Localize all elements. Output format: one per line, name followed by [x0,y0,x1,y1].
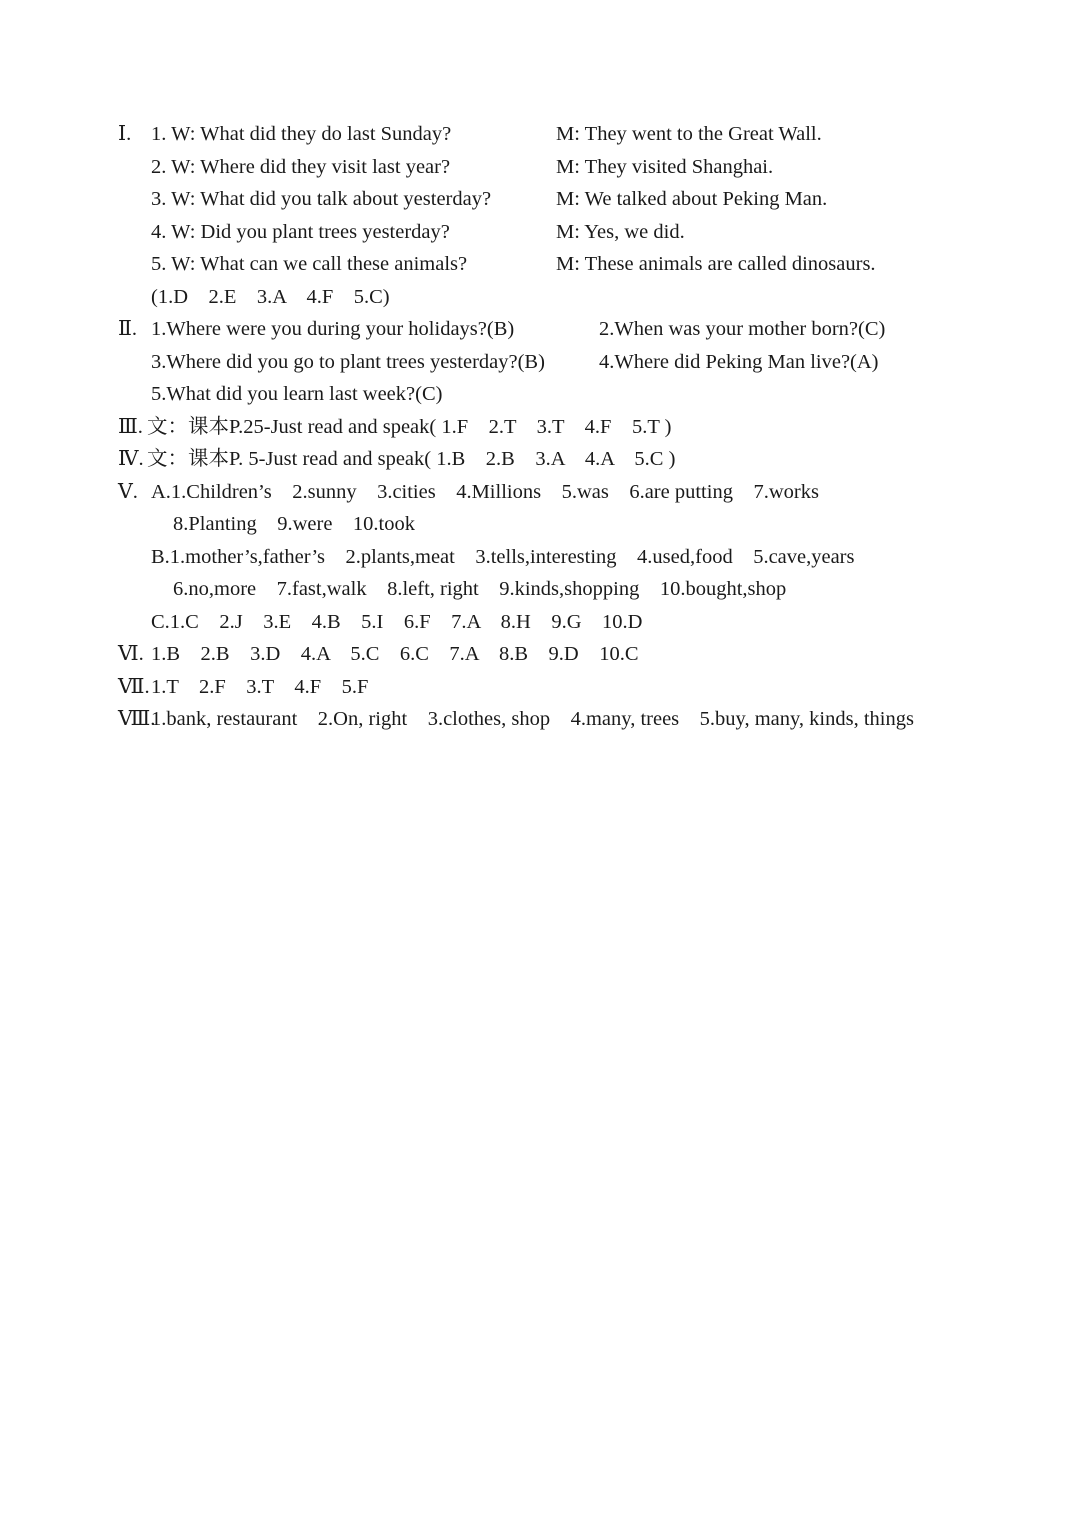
section-1-answer-3: M: We talked about Peking Man. [556,188,828,210]
section-4-label: Ⅳ. [118,448,144,470]
section-6-label: Ⅵ. [118,643,144,665]
section-1-answers: (1.D 2.E 3.A 4.F 5.C) [151,286,390,308]
section-1-question-1: 1. W: What did they do last Sunday? [151,123,452,145]
section-2-label: Ⅱ. [118,318,138,340]
section-3-text: 文：课本P.25-Just read and speak( 1.F 2.T 3.T 4.F 5.T ) [147,416,672,438]
section-5-a-line-1: A.1.Children’s 2.sunny 3.cities 4.Millions 5.was 6.are putting 7.works [151,481,819,503]
section-7-label: Ⅶ. [118,676,150,698]
section-6-text: 1.B 2.B 3.D 4.A 5.C 6.C 7.A 8.B 9.D 10.C [151,643,639,665]
section-2-item-3: 3.Where did you go to plant trees yesterday?(B) [151,351,545,373]
section-2-item-1: 1.Where were you during your holidays?(B) [151,318,515,340]
section-1-answer-5: M: These animals are called dinosaurs. [556,253,876,275]
section-5-a-line-2: 8.Planting 9.were 10.took [173,513,415,535]
section-1-answer-1: M: They went to the Great Wall. [556,123,822,145]
section-4-text: 文：课本P. 5-Just read and speak( 1.B 2.B 3.A 4.A 5.C ) [147,448,676,470]
section-8-text: 1.bank, restaurant 2.On, right 3.clothes, shop 4.many, trees 5.buy, many, kinds, things [151,708,914,730]
section-8-label: Ⅷ. [118,708,156,730]
section-5-c-line: C.1.C 2.J 3.E 4.B 5.I 6.F 7.A 8.H 9.G 10.D [151,611,643,633]
section-2-item-2: 2.When was your mother born?(C) [599,318,886,340]
section-2-item-4: 4.Where did Peking Man live?(A) [599,351,879,373]
section-2-item-5: 5.What did you learn last week?(C) [151,383,443,405]
section-1-question-5: 5. W: What can we call these animals? [151,253,468,275]
section-7-text: 1.T 2.F 3.T 4.F 5.F [151,676,369,698]
section-5-label: Ⅴ. [118,481,138,503]
section-1-label: Ⅰ. [118,123,132,145]
section-1-question-4: 4. W: Did you plant trees yesterday? [151,221,450,243]
section-1-answer-2: M: They visited Shanghai. [556,156,774,178]
section-1-answer-4: M: Yes, we did. [556,221,685,243]
section-3-label: Ⅲ. [118,416,143,438]
section-1-question-3: 3. W: What did you talk about yesterday? [151,188,492,210]
section-5-b-line-1: B.1.mother’s,father’s 2.plants,meat 3.tells,interesting 4.used,food 5.cave,years [151,546,855,568]
section-1-question-2: 2. W: Where did they visit last year? [151,156,451,178]
section-5-b-line-2: 6.no,more 7.fast,walk 8.left, right 9.kinds,shopping 10.bought,shop [173,578,787,600]
